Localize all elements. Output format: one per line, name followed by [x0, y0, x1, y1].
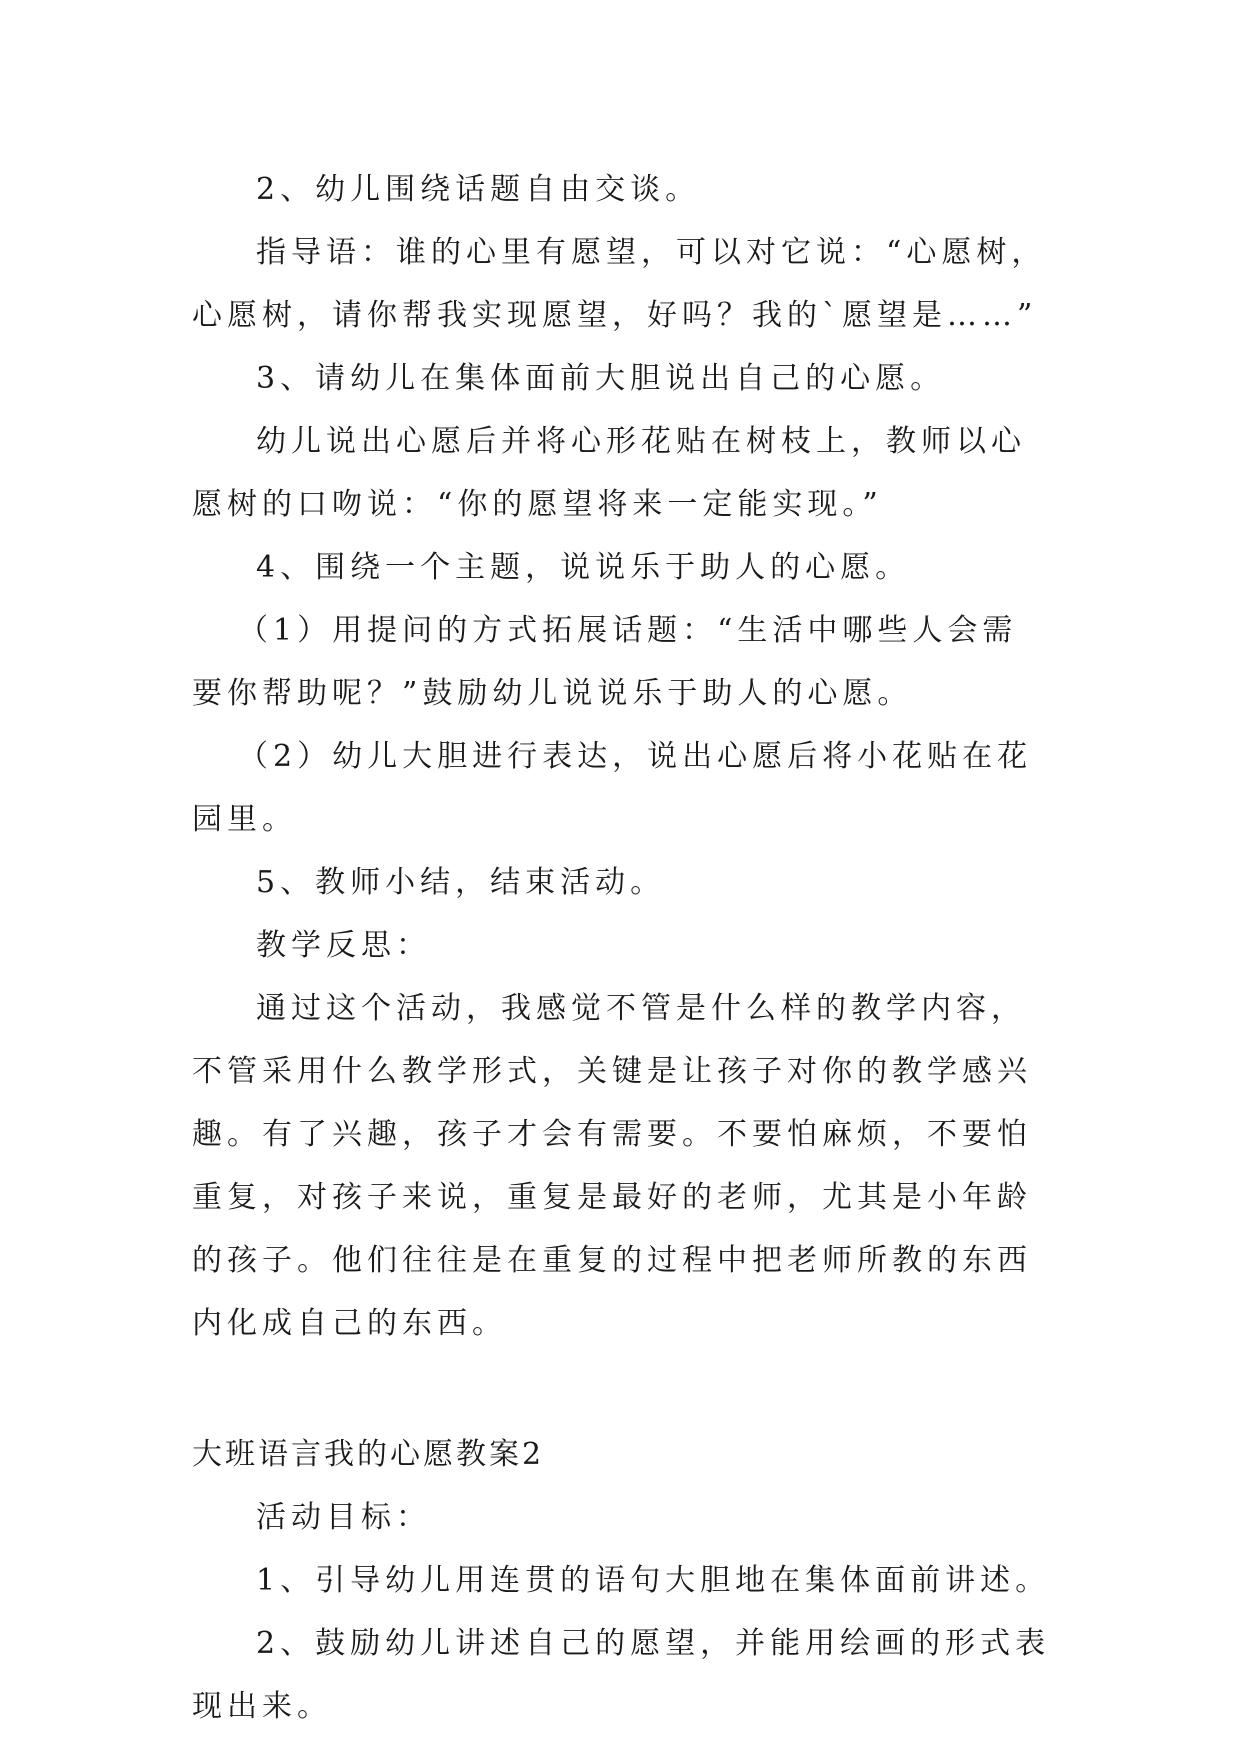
paragraph-reflection-body: 通过这个活动，我感觉不管是什么样的教学内容，不管采用什么教学形式，关键是让孩子对你的教学感兴趣。有了兴趣，孩子才会有需要。不要怕麻烦，不要怕重复，对孩子来说，重复是最好的老师，尤其是小年龄的孩子。他们往往是在重复的过程中把老师所教的东西内化成自己的东西。	[192, 991, 1032, 1341]
section-title: 大班语言我的心愿教案2	[192, 1437, 545, 1472]
section-gap	[192, 1355, 1052, 1423]
paragraph-objective-1: 1、引导幼儿用连贯的语句大胆地在集体面前讲述。	[256, 1563, 1051, 1598]
paragraph-step-4: 4、围绕一个主题，说说乐于助人的心愿。	[256, 550, 911, 585]
paragraph-substep-2: （2）幼儿大胆进行表达，说出心愿后将小花贴在花园里。	[192, 739, 1033, 837]
paragraph-heart-flower: 幼儿说出心愿后并将心形花贴在树枝上，教师以心愿树的口吻说：“你的愿望将来一定能实现。”	[192, 424, 1026, 522]
paragraph-substep-1: （1）用提问的方式拓展话题：“生活中哪些人会需要你帮助呢？”鼓励幼儿说说乐于助人的心愿。	[192, 613, 1018, 711]
paragraph-step-5: 5、教师小结，结束活动。	[256, 865, 666, 900]
paragraph-step-3: 3、请幼儿在集体面前大胆说出自己的心愿。	[256, 361, 946, 396]
paragraph-guidance: 指导语：谁的心里有愿望，可以对它说：“心愿树，心愿树，请你帮我实现愿望，好吗？我的`愿望是……”	[192, 235, 1047, 333]
paragraph-reflection-heading: 教学反思：	[256, 928, 431, 963]
document-body	[192, 158, 1052, 1738]
paragraph-objectives-heading: 活动目标：	[256, 1500, 431, 1535]
paragraph-step-2: 2、幼儿围绕话题自由交谈。	[256, 172, 701, 207]
paragraph-objective-2: 2、鼓励幼儿讲述自己的愿望，并能用绘画的形式表现出来。	[192, 1626, 1051, 1724]
